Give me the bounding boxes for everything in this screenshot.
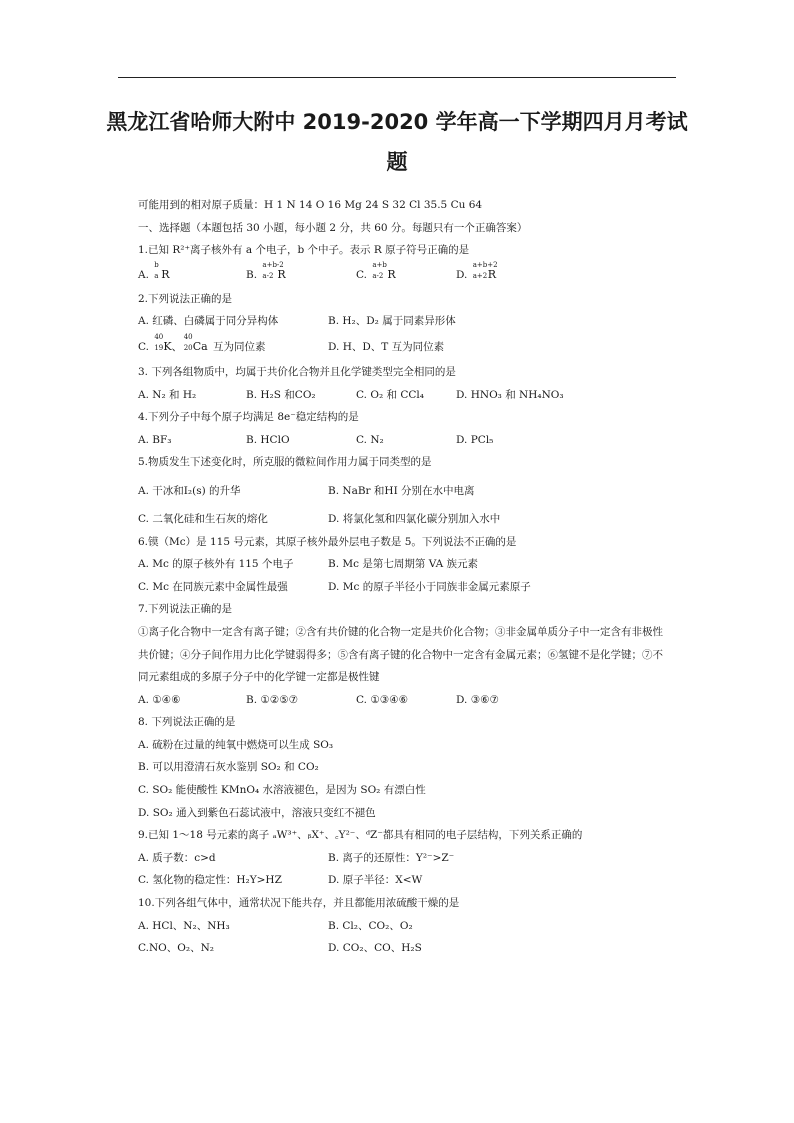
q6-option-b: B. Mc 是第七周期第 VA 族元素 [328, 558, 478, 571]
atomic-masses: 可能用到的相对原子质量：H 1 N 14 O 16 Mg 24 S 32 Cl 35.5 Cu 64 [138, 199, 483, 211]
q8-option-d: D. SO₂ 通入到紫色石蕊试液中，溶液只变红不褪色 [138, 806, 376, 819]
q1-c-mass: a+b [372, 260, 387, 269]
q4-option-d: D. PCl₅ [456, 433, 494, 446]
q8-option-b: B. 可以用澄清石灰水鉴别 SO₂ 和 CO₂ [138, 761, 319, 774]
question-10-options-cd [138, 937, 678, 960]
q4-option-a: A. BF₃ [138, 433, 172, 446]
q3-option-d: D. HNO₃ 和 NH₄NO₃ [456, 388, 564, 401]
q5-option-c: C. 二氧化硅和生石灰的熔化 [138, 512, 268, 525]
question-5-options-ab [138, 474, 678, 508]
q7-option-c: C. ①③④⑥ [356, 693, 408, 706]
page-title-line1: 黑龙江省哈师大附中 2019-2020 学年高一下学期四月月考试 [106, 110, 688, 134]
q9-option-b: B. 离子的还原性：Y²⁻>Z⁻ [328, 851, 455, 864]
question-7-line-3: 同元素组成的多原子分子中的化学键一定都是极性键 [138, 671, 380, 684]
q2-ca-element: Ca [192, 339, 208, 353]
q2-ca-isotope [182, 332, 210, 357]
q4-option-b: B. HClO [246, 433, 290, 446]
q5-option-b: B. NaBr 和HI 分别在水中电离 [328, 484, 475, 497]
q1-option-b [246, 262, 290, 288]
q10-option-b: B. Cl₂、CO₂、O₂ [328, 919, 413, 932]
question-9-options-ab [138, 847, 678, 870]
q1-option-d-label: D. [456, 268, 468, 281]
q1-d-number: a+2 [472, 271, 488, 280]
q1-b-number: a-2 [262, 271, 274, 280]
q5-option-a: A. 干冰和I₂(s) 的升华 [138, 484, 241, 497]
q10-option-a: A. HCl、N₂、NH₃ [138, 919, 230, 932]
q2-ca-mass: 40 [183, 332, 193, 341]
q2-ca-number: 20 [183, 343, 193, 352]
q1-d-element: R [487, 267, 497, 281]
header-rule [118, 77, 676, 78]
q2-k-isotope [152, 332, 183, 357]
question-6-options-ab [138, 553, 678, 576]
question-10-stem: 10.下列各组气体中，通常状况下能共存，并且都能用浓硫酸干燥的是 [138, 897, 460, 910]
q2-option-c-label: C. [138, 340, 149, 353]
q2-option-a: A. 红磷、白磷属于同分异构体 [138, 315, 279, 328]
question-4-stem: 4.下列分子中每个原子均满足 8e⁻稳定结构的是 [138, 411, 359, 424]
question-2-stem: 2.下列说法正确的是 [138, 292, 233, 305]
q1-c-number: a-2 [372, 271, 384, 280]
q4-option-c: C. N₂ [356, 433, 384, 446]
q2-option-d: D. H、D、T 互为同位素 [328, 340, 445, 353]
question-7-stem: 7.下列说法正确的是 [138, 603, 233, 616]
question-9-stem: 9.已知 1～18 号元素的离子 ₐW³⁺、ᵦX⁺、꜀Y²⁻、ᵈZ⁻都具有相同的电子层结构，下列关系正确的 [138, 829, 583, 842]
q2-k-number: 19 [154, 343, 164, 352]
q1-option-b-label: B. [246, 268, 258, 281]
q6-option-d: D. Mc 的原子半径小于同族非金属元素原子 [328, 580, 531, 593]
q2-option-b: B. H₂、D₂ 属于同素异形体 [328, 315, 456, 328]
q8-option-c: C. SO₂ 能使酸性 KMnO₄ 水溶液褪色，是因为 SO₂ 有漂白性 [138, 784, 426, 797]
q2-option-c [138, 333, 266, 361]
exam-content [138, 194, 678, 960]
q1-option-a-symbol [152, 260, 174, 285]
question-9-options-cd [138, 869, 678, 892]
q10-option-c: C.NO、O₂、N₂ [138, 942, 215, 955]
question-7-line-1: ①离子化合物中一定含有离子键；②含有共价键的化合物一定是共价化合物；③非金属单质分子中一定含有非极性 [138, 625, 663, 638]
q7-option-d: D. ③⑥⑦ [456, 693, 499, 706]
q1-option-c-symbol [370, 260, 400, 285]
question-7-options [138, 689, 678, 712]
page-title-line2: 题 [386, 150, 408, 174]
q1-a-mass: b [154, 260, 159, 269]
q3-option-b: B. H₂S 和CO₂ [246, 388, 316, 401]
question-2-options-cd [138, 333, 678, 361]
q7-option-b: B. ①②⑤⑦ [246, 693, 299, 706]
q2-k-element: K、 [163, 339, 183, 353]
q1-a-element: R [161, 267, 170, 281]
question-1-stem: 1.已知 R²⁺离子核外有 a 个电子，b 个中子。表示 R 原子符号正确的是 [138, 244, 470, 257]
q9-option-c: C. 氢化物的稳定性：H₂Y>HZ [138, 874, 282, 887]
question-3-options [138, 384, 678, 407]
question-6-stem: 6.镆（Mc）是 115 号元素，其原子核外最外层电子数是 5。下列说法不正确的是 [138, 535, 517, 548]
q3-option-a: A. N₂ 和 H₂ [138, 388, 197, 401]
question-6-options-cd [138, 576, 678, 599]
q1-option-a-label: A. [138, 268, 149, 281]
q1-c-element: R [387, 267, 396, 281]
q1-option-c-label: C. [356, 268, 367, 281]
q1-b-element: R [277, 267, 286, 281]
question-2-options-ab [138, 310, 678, 333]
q3-option-c: C. O₂ 和 CCl₄ [356, 388, 424, 401]
question-8-stem: 8. 下列说法正确的是 [138, 716, 236, 729]
q1-option-d-symbol [471, 260, 501, 285]
question-7-line-2: 共价键；④分子间作用力比化学键弱得多；⑤含有离子键的化合物中一定含有金属元素；⑥氢键不是化学键；⑦不 [138, 648, 663, 661]
question-10-options-ab [138, 915, 678, 938]
q6-option-c: C. Mc 在同族元素中金属性最强 [138, 580, 288, 593]
q1-option-b-symbol [260, 260, 290, 285]
q1-option-d [456, 262, 501, 288]
q1-option-a [138, 262, 174, 288]
question-3-stem: 3. 下列各组物质中，均属于共价化合物并且化学键类型完全相同的是 [138, 365, 456, 378]
q9-option-d: D. 原子半径：X<W [328, 874, 423, 887]
q9-option-a: A. 质子数：c>d [138, 851, 216, 864]
q7-option-a: A. ①④⑥ [138, 693, 181, 706]
q1-d-mass: a+b+2 [472, 260, 498, 269]
q5-option-d: D. 将氯化氢和四氯化碳分别加入水中 [328, 512, 501, 525]
question-1-options [138, 262, 678, 288]
q8-option-a: A. 硫粉在过量的纯氧中燃烧可以生成 SO₃ [138, 738, 334, 751]
q1-a-number: a [154, 271, 159, 280]
q2-k-mass: 40 [154, 332, 164, 341]
q2-option-c-text: 互为同位素 [213, 340, 266, 353]
question-5-options-cd [138, 508, 678, 531]
question-4-options [138, 429, 678, 452]
q10-option-d: D. CO₂、CO、H₂S [328, 942, 422, 955]
question-5-stem: 5.物质发生下述变化时，所克服的微粒间作用力属于同类型的是 [138, 456, 432, 469]
q1-option-c [356, 262, 400, 288]
q6-option-a: A. Mc 的原子核外有 115 个电子 [138, 558, 294, 571]
q1-b-mass: a+b-2 [262, 260, 284, 269]
section-heading: 一、选择题（本题包括 30 小题，每小题 2 分，共 60 分。每题只有一个正确答案） [138, 221, 528, 234]
